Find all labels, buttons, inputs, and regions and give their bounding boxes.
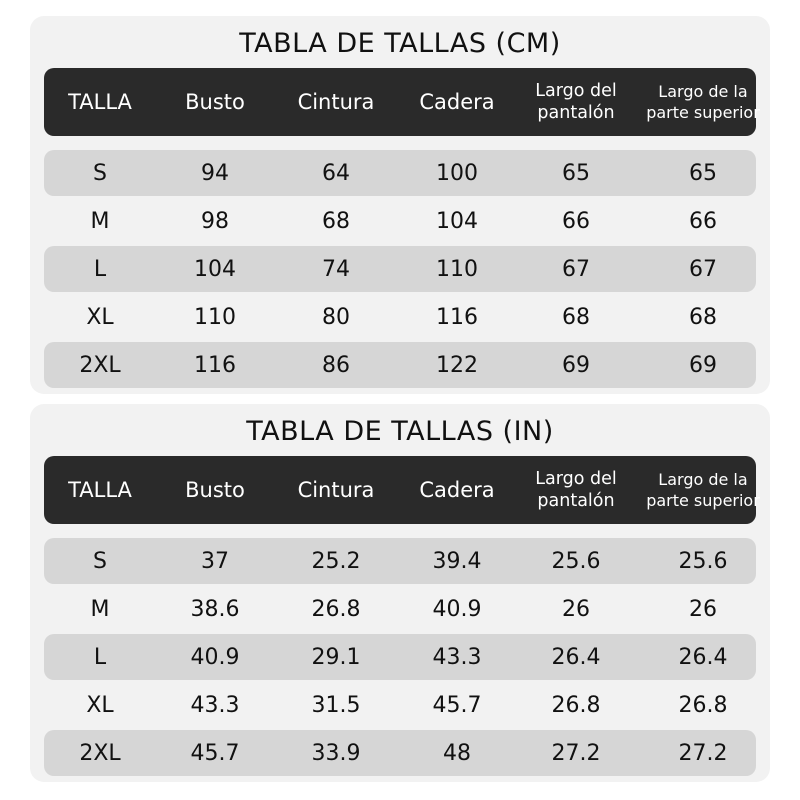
header-waist: Cintura — [297, 90, 375, 114]
cell-hip: 48 — [443, 740, 471, 766]
cell-size: L — [93, 644, 107, 670]
cell-bust: 37 — [201, 548, 229, 574]
header-waist: Cintura — [297, 478, 375, 502]
cell-top-length: 66 — [689, 208, 717, 234]
cell-size: 2XL — [79, 352, 121, 378]
cell-top-length: 68 — [689, 304, 717, 330]
cell-pants-length: 26.4 — [551, 644, 601, 670]
cell-size: M — [90, 596, 110, 622]
cell-hip: 39.4 — [432, 548, 482, 574]
cell-top-length: 69 — [689, 352, 717, 378]
cell-bust: 43.3 — [190, 692, 240, 718]
table-row — [44, 634, 756, 680]
cell-size: L — [93, 256, 107, 282]
cell-hip: 104 — [436, 208, 478, 234]
header-hip: Cadera — [419, 90, 495, 114]
cell-waist: 64 — [322, 160, 350, 186]
cell-hip: 116 — [436, 304, 478, 330]
cell-top-length: 26.4 — [678, 644, 728, 670]
cell-hip: 40.9 — [432, 596, 482, 622]
table-header — [44, 68, 760, 136]
cell-pants-length: 69 — [562, 352, 590, 378]
header-bust: Busto — [185, 90, 245, 114]
cell-pants-length: 67 — [562, 256, 590, 282]
cell-top-length: 67 — [689, 256, 717, 282]
header-pants-length: Largo del pantalón — [535, 81, 617, 123]
cell-bust: 98 — [201, 208, 229, 234]
table-title: TABLA DE TALLAS (IN) — [246, 416, 554, 447]
cell-pants-length: 66 — [562, 208, 590, 234]
header-top-length: Largo de la parte superior — [646, 82, 760, 122]
cell-size: S — [93, 548, 107, 574]
cell-waist: 31.5 — [311, 692, 361, 718]
header-top-length: Largo de la parte superior — [646, 470, 760, 510]
table-row — [44, 246, 756, 292]
cell-waist: 68 — [322, 208, 350, 234]
table-row — [44, 538, 756, 584]
cell-size: XL — [86, 692, 114, 718]
table-row — [44, 586, 756, 632]
cell-top-length: 25.6 — [678, 548, 728, 574]
cell-hip: 110 — [436, 256, 478, 282]
cell-bust: 38.6 — [190, 596, 240, 622]
cell-hip: 43.3 — [432, 644, 482, 670]
size-table-in — [30, 404, 770, 782]
cell-waist: 29.1 — [311, 644, 361, 670]
cell-bust: 40.9 — [190, 644, 240, 670]
table-row — [44, 342, 756, 388]
header-size: TALLA — [68, 478, 132, 502]
cell-size: 2XL — [79, 740, 121, 766]
cell-waist: 25.2 — [311, 548, 361, 574]
header-pants-length: Largo del pantalón — [535, 469, 617, 511]
cell-pants-length: 27.2 — [551, 740, 601, 766]
cell-size: S — [93, 160, 107, 186]
table-row — [44, 682, 756, 728]
header-size: TALLA — [68, 90, 132, 114]
cell-bust: 94 — [201, 160, 229, 186]
cell-waist: 33.9 — [311, 740, 361, 766]
cell-hip: 122 — [436, 352, 478, 378]
cell-pants-length: 26.8 — [551, 692, 601, 718]
cell-waist: 80 — [322, 304, 350, 330]
table-row — [44, 198, 756, 244]
table-row — [44, 150, 756, 196]
cell-bust: 45.7 — [190, 740, 240, 766]
cell-hip: 45.7 — [432, 692, 482, 718]
cell-top-length: 26.8 — [678, 692, 728, 718]
cell-pants-length: 26 — [562, 596, 590, 622]
table-row — [44, 730, 756, 776]
cell-waist: 26.8 — [311, 596, 361, 622]
cell-pants-length: 68 — [562, 304, 590, 330]
header-hip: Cadera — [419, 478, 495, 502]
table-title: TABLA DE TALLAS (CM) — [239, 28, 561, 59]
table-row — [44, 294, 756, 340]
cell-top-length: 26 — [689, 596, 717, 622]
cell-bust: 104 — [194, 256, 236, 282]
cell-waist: 74 — [322, 256, 350, 282]
cell-top-length: 27.2 — [678, 740, 728, 766]
cell-top-length: 65 — [689, 160, 717, 186]
cell-pants-length: 65 — [562, 160, 590, 186]
cell-hip: 100 — [436, 160, 478, 186]
cell-pants-length: 25.6 — [551, 548, 601, 574]
table-header — [44, 456, 760, 524]
cell-bust: 110 — [194, 304, 236, 330]
size-table-cm — [30, 16, 770, 394]
cell-bust: 116 — [194, 352, 236, 378]
header-bust: Busto — [185, 478, 245, 502]
cell-waist: 86 — [322, 352, 350, 378]
cell-size: M — [90, 208, 110, 234]
cell-size: XL — [86, 304, 114, 330]
